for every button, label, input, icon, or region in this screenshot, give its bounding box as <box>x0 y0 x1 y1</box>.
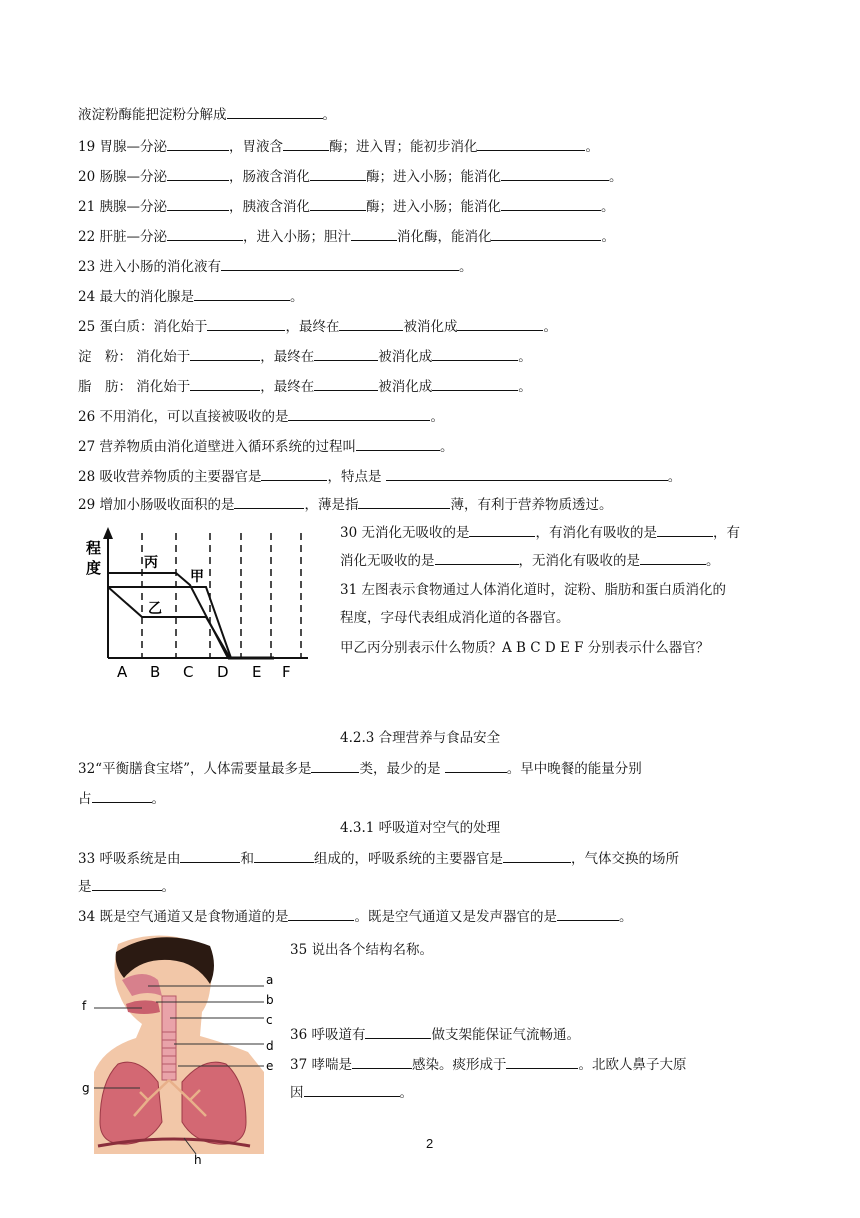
organ-label-b: B <box>150 663 161 681</box>
question-31-line1: 31 左图表示食物通过人体消化道时，淀粉、脂肪和蛋白质消化的 <box>340 582 726 598</box>
series-label-yi: 乙 <box>148 601 162 617</box>
question-32-line2: 占 。 <box>78 788 165 809</box>
question-30-line1: 30 无消化无吸收的是 ，有消化有吸收的是 ，有 <box>340 522 740 543</box>
label-f: f <box>82 999 87 1013</box>
question-30-line2: 消化无吸收的是 ，无消化有吸收的是 。 <box>340 550 720 571</box>
page-number: 2 <box>426 1136 434 1151</box>
question-34: 34 既是空气通道又是食物通道的是 。既是空气通道又是发声器官的是 。 <box>78 906 632 927</box>
question-19: 19 胃腺—分泌 ，胃液含 酶；进入胃；能初步消化 。 <box>78 136 599 157</box>
organ-label-a: A <box>117 663 128 681</box>
label-a: a <box>266 973 274 987</box>
question-27: 27 营养物质由消化道壁进入循环系统的过程叫 。 <box>78 436 453 457</box>
respiratory-diagram <box>78 932 288 1164</box>
question-31-line2: 程度，字母代表组成消化道的各器官。 <box>340 610 570 626</box>
question-25-starch: 淀 粉： 消化始于 ，最终在 被消化成 。 <box>78 346 532 367</box>
organ-label-e: E <box>252 663 262 681</box>
question-33-line2: 是 。 <box>78 876 175 897</box>
question-35: 35 说出各个结构名称。 <box>290 942 433 958</box>
question-33-line1: 33 呼吸系统是由 和 组成的，呼吸系统的主要器官是 ，气体交换的场所 <box>78 848 679 869</box>
series-label-bing: 丙 <box>144 555 158 571</box>
question-37-line2: 因 。 <box>290 1082 413 1103</box>
question-36: 36 呼吸道有 做支架能保证气流畅通。 <box>290 1024 580 1045</box>
label-e: e <box>266 1059 274 1073</box>
label-d: d <box>266 1039 274 1053</box>
question-20: 20 肠腺—分泌 ，肠液含消化 酶；进入小肠；能消化 。 <box>78 166 622 187</box>
question-26: 26 不用消化，可以直接被吸收的是 。 <box>78 406 444 427</box>
question-22: 22 肝脏—分泌 ，进入小肠；胆汁 消化酶，能消化 。 <box>78 226 615 247</box>
question-23: 23 进入小肠的消化液有 。 <box>78 256 472 277</box>
question-24: 24 最大的消化腺是 。 <box>78 286 303 307</box>
label-c: c <box>266 1013 273 1027</box>
question-28: 28 吸收营养物质的主要器官是 ，特点是 。 <box>78 466 681 487</box>
label-h: h <box>194 1153 202 1164</box>
question-31-line3: 甲乙丙分别表示什么物质？A B C D E F 分别表示什么器官？ <box>340 640 710 656</box>
trachea-shape <box>162 996 176 1080</box>
digestion-chart <box>80 525 320 690</box>
section-heading-4-2-3: 4.2.3 合理营养与食品安全 <box>340 730 501 746</box>
question-21: 21 胰腺—分泌 ，胰液含消化 酶；进入小肠；能消化 。 <box>78 196 614 217</box>
label-g: g <box>82 1081 90 1095</box>
oral-cavity <box>126 1000 160 1014</box>
label-b: b <box>266 993 274 1007</box>
line-l1: 液淀粉酶能把淀粉分解成 。 <box>78 104 336 125</box>
organ-label-f: F <box>282 663 291 681</box>
chart-y-arrow <box>103 527 113 539</box>
curve-yi <box>108 587 230 658</box>
question-37-line1: 37 哮喘是 感染。痰形成于 。北欧人鼻子大原 <box>290 1054 686 1075</box>
question-25-protein: 25 蛋白质：消化始于 ，最终在 被消化成 。 <box>78 316 557 337</box>
organ-label-d: D <box>217 663 229 681</box>
series-label-jia: 甲 <box>190 569 204 585</box>
curve-jia <box>108 587 231 658</box>
chart-ylabel-top: 程 <box>86 539 102 557</box>
organ-label-c: C <box>183 663 194 681</box>
section-heading-4-3-1: 4.3.1 呼吸道对空气的处理 <box>340 820 501 836</box>
chart-ylabel-bottom: 度 <box>86 559 102 577</box>
question-25-fat: 脂 肪： 消化始于 ，最终在 被消化成 。 <box>78 376 532 397</box>
question-32-line1: 32“平衡膳食宝塔”，人体需要量最多是 类，最少的是 。早中晚餐的能量分别 <box>78 758 642 779</box>
question-29: 29 增加小肠吸收面积的是 ，薄是指 薄，有利于营养物质透过。 <box>78 494 612 515</box>
